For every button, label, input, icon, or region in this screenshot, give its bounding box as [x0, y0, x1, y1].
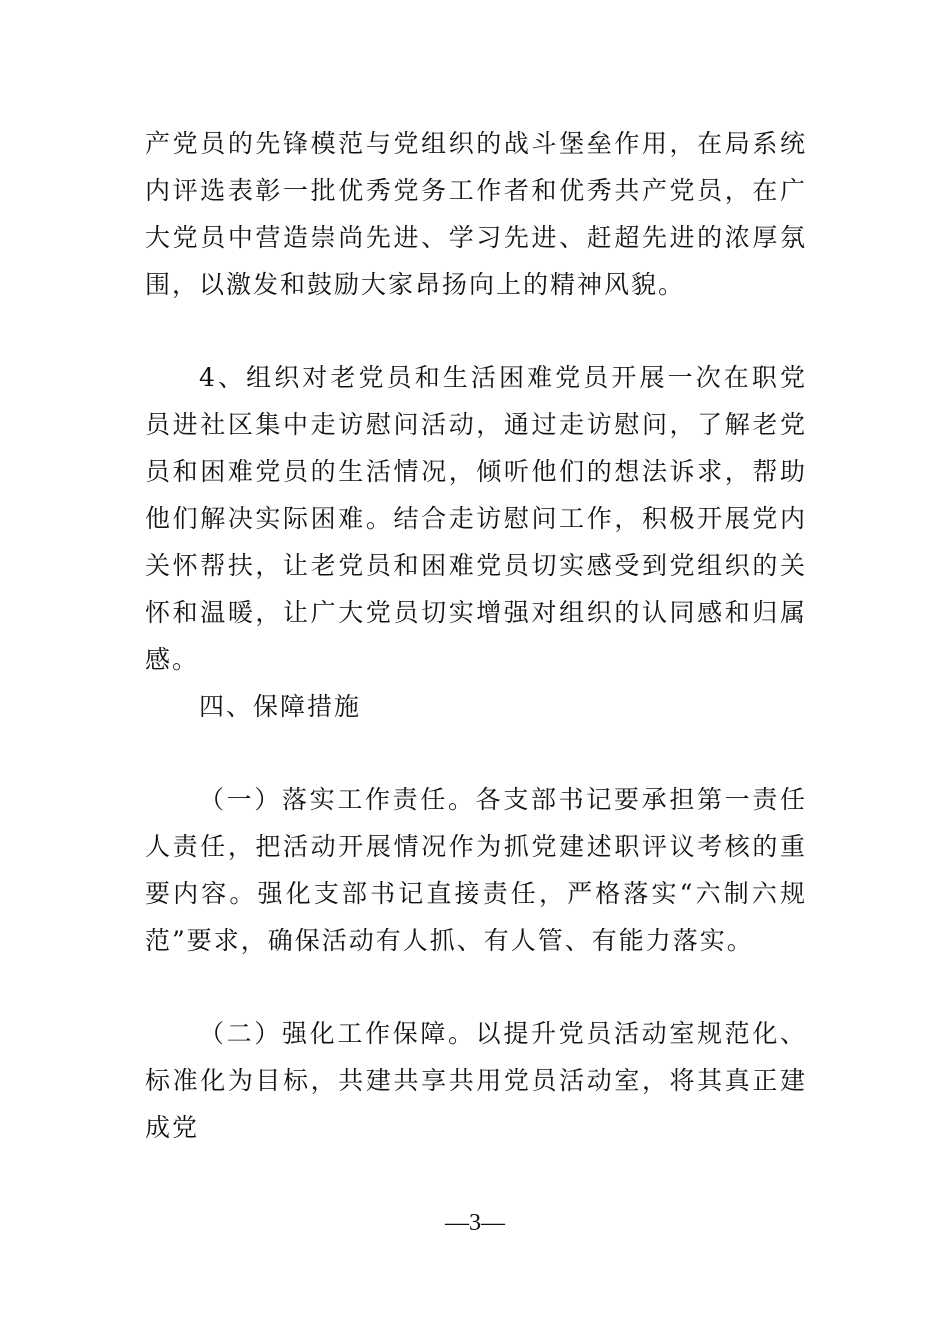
paragraph-item-responsibility: （一）落实工作责任。各支部书记要承担第一责任人责任，把活动开展情况作为抓党建述职评议考核的重要内容。强化支部书记直接责任，严格落实“六制六规范”要求，确保活动有人抓、有人管、有能力落实。: [145, 785, 807, 955]
page-number: —3—: [445, 1210, 505, 1236]
section-heading: 四、保障措施: [199, 692, 362, 721]
document-body: [145, 120, 807, 1151]
paragraph-item-4: 4、组织对老党员和生活困难党员开展一次在职党员进社区集中走访慰问活动，通过走访慰问，了解老党员和困难党员的生活情况，倾听他们的想法诉求，帮助他们解决实际困难。结合走访慰问工作，积极开展党内关怀帮扶，让老党员和困难党员切实感受到党组织的关怀和温暖，让广大党员切实增强对组织的认同感和归属感。: [145, 363, 807, 674]
paragraph-item-guarantee: （二）强化工作保障。以提升党员活动室规范化、标准化为目标，共建共享共用党员活动室，将其真正建成党: [145, 1019, 807, 1142]
paragraph-continuation: 产党员的先锋模范与党组织的战斗堡垒作用，在局系统内评选表彰一批优秀党务工作者和优秀共产党员，在广大党员中营造崇尚先进、学习先进、赶超先进的浓厚氛围，以激发和鼓励大家昂扬向上的精神风貌。: [145, 129, 807, 299]
